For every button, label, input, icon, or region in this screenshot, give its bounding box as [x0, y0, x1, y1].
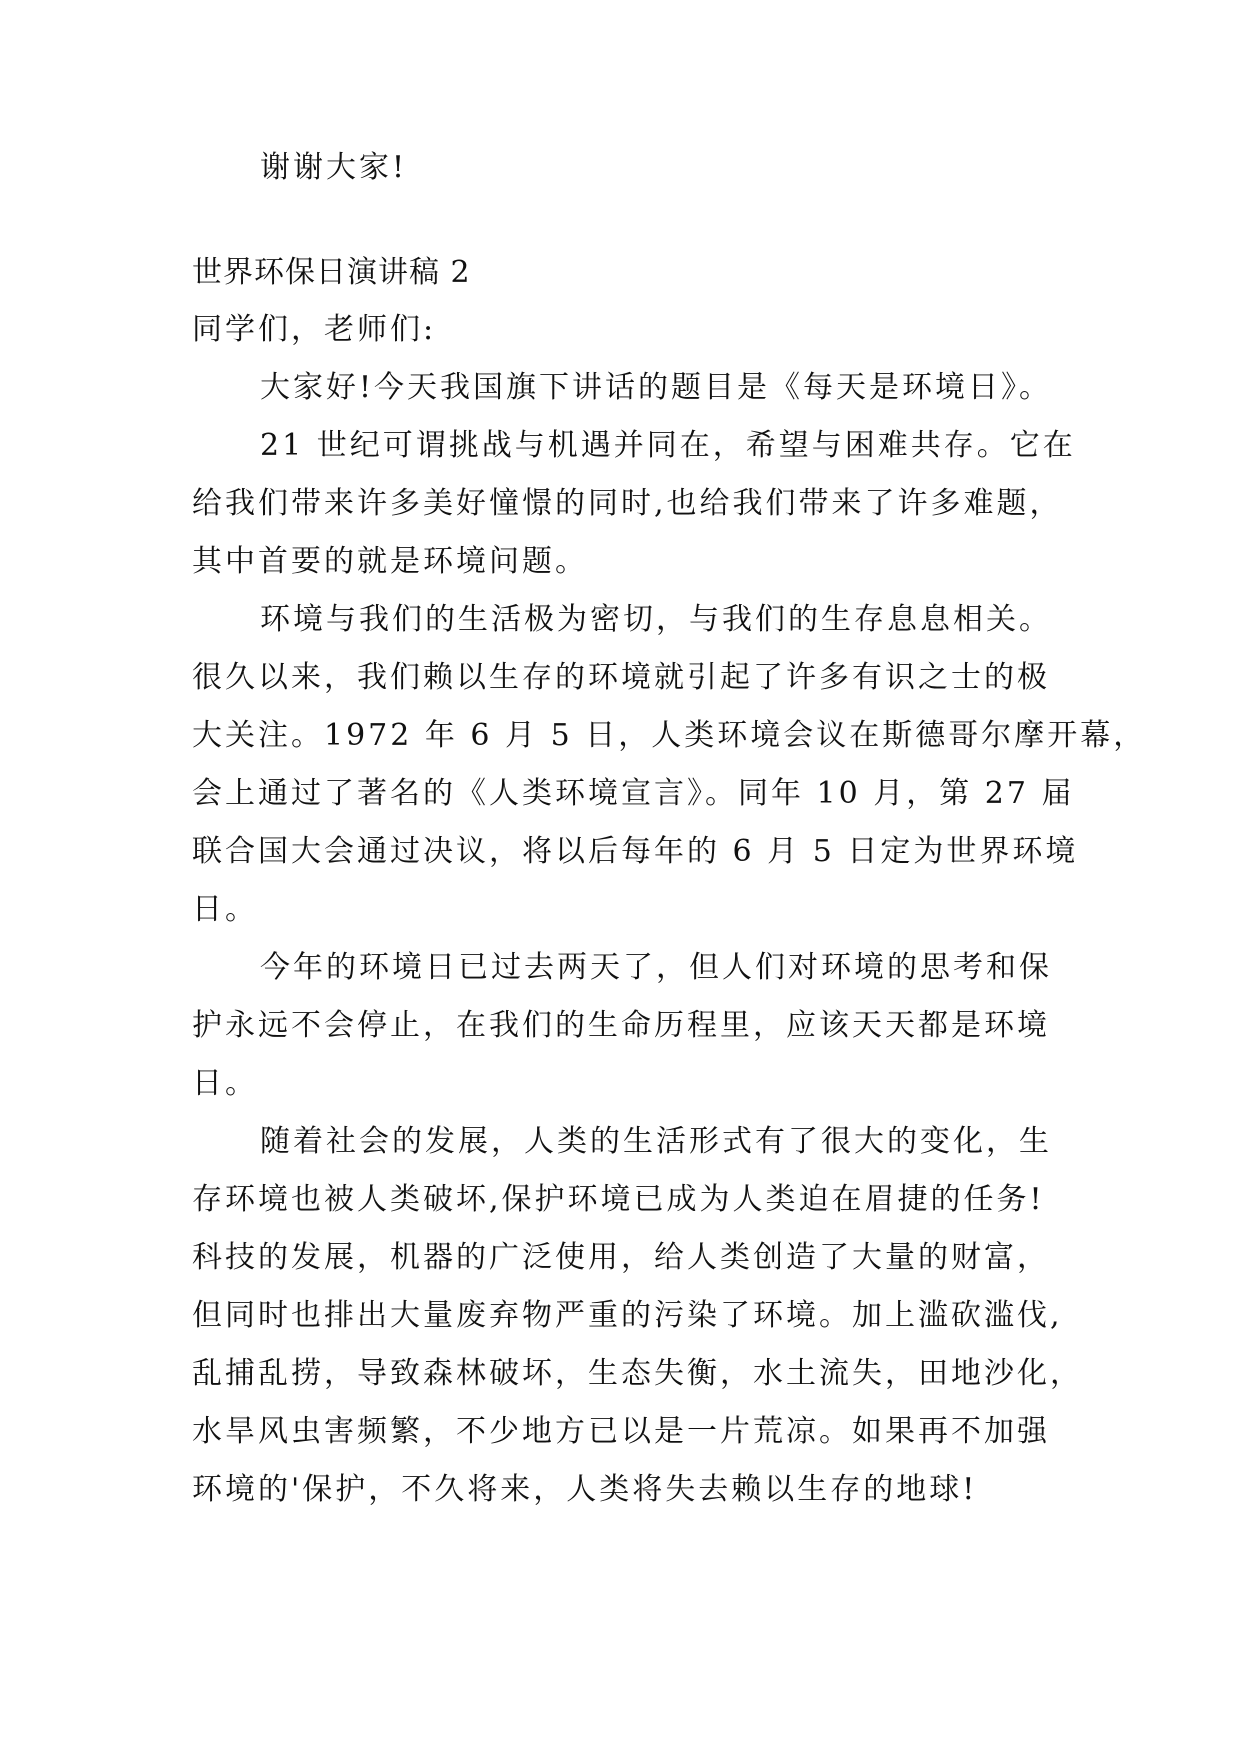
paragraph-5-line-3: 科技的发展，机器的广泛使用，给人类创造了大量的财富，: [192, 1240, 1050, 1275]
paragraph-4-line-2: 护永远不会停止，在我们的生命历程里，应该天天都是环境: [192, 1008, 1050, 1043]
paragraph-5-line-2: 存环境也被人类破坏,保护环境已成为人类迫在眉捷的任务!: [192, 1182, 1045, 1217]
paragraph-2-line-3: 其中首要的就是环境问题。: [192, 544, 588, 579]
paragraph-3-line-6: 日。: [192, 892, 258, 927]
closing-line: 谢谢大家!: [260, 150, 408, 185]
salutation: 同学们，老师们:: [192, 312, 437, 347]
paragraph-5-line-7: 环境的'保护，不久将来，人类将失去赖以生存的地球!: [192, 1472, 978, 1507]
paragraph-3-line-2: 很久以来，我们赖以生存的环境就引起了许多有识之士的极: [192, 660, 1050, 695]
paragraph-2-line-2: 给我们带来许多美好憧憬的同时,也给我们带来了许多难题，: [192, 486, 1063, 521]
paragraph-3-line-5: 联合国大会通过决议，将以后每年的 6 月 5 日定为世界环境: [192, 834, 1079, 869]
paragraph-4-line-3: 日。: [192, 1066, 258, 1101]
paragraph-3-line-1: 环境与我们的生活极为密切，与我们的生存息息相关。: [260, 602, 1052, 637]
paragraph-3-line-3: 大关注。1972 年 6 月 5 日，人类环境会议在斯德哥尔摩开幕，: [192, 718, 1147, 753]
paragraph-3-line-4: 会上通过了著名的《人类环境宣言》。同年 10 月，第 27 届: [192, 776, 1075, 811]
paragraph-1-line-1: 大家好!今天我国旗下讲话的题目是《每天是环境日》。: [260, 370, 1053, 405]
paragraph-5-line-1: 随着社会的发展，人类的生活形式有了很大的变化，生: [260, 1124, 1052, 1159]
paragraph-2-line-1: 21 世纪可谓挑战与机遇并同在，希望与困难共存。它在: [260, 428, 1076, 463]
paragraph-5-line-4: 但同时也排出大量废弃物严重的污染了环境。加上滥砍滥伐,: [192, 1298, 1063, 1333]
paragraph-5-line-5: 乱捕乱捞，导致森林破坏，生态失衡，水土流失，田地沙化，: [192, 1356, 1083, 1391]
paragraph-4-line-1: 今年的环境日已过去两天了，但人们对环境的思考和保: [260, 950, 1052, 985]
speech-title: 世界环保日演讲稿 2: [192, 255, 471, 290]
paragraph-5-line-6: 水旱风虫害频繁，不少地方已以是一片荒凉。如果再不加强: [192, 1414, 1050, 1449]
